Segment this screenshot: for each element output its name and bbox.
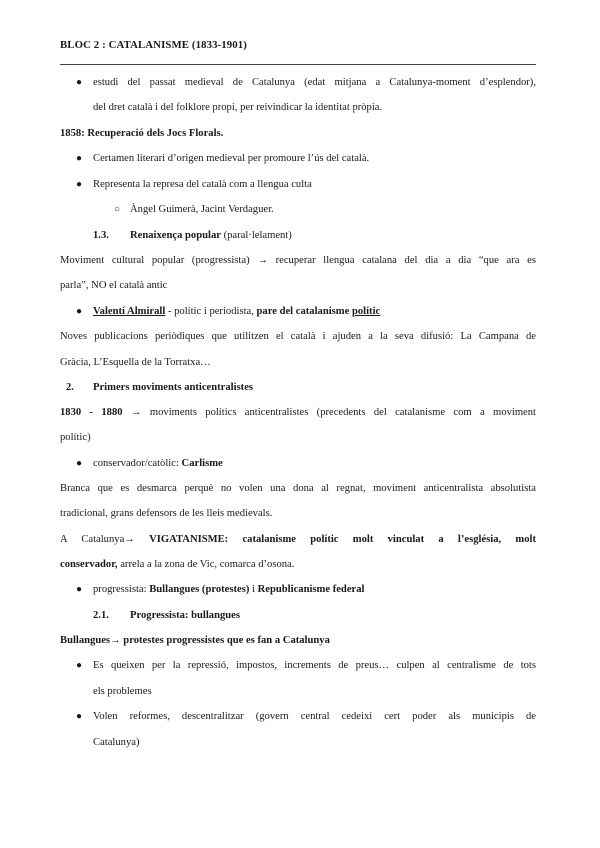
- bullangues-heading-definition: protestes progressistes que es fan a Catalunya: [123, 635, 330, 646]
- bullet-6-label: progressista:: [93, 584, 147, 595]
- bullangues-heading-term: Bullangues: [60, 635, 111, 646]
- section-2-number: 2.: [66, 382, 74, 393]
- bullet-7-line-2: els problemes: [93, 686, 152, 697]
- republicanisme-term: Republicanisme federal: [257, 584, 365, 595]
- paragraph-2-line-2: Gràcia, L’Esquella de la Torratxa…: [60, 357, 211, 368]
- paragraph-1-text-a: Moviment cultural popular (progressista): [60, 255, 250, 266]
- bullet-icon: ●: [76, 660, 83, 671]
- arrow-icon: →: [110, 635, 121, 646]
- sub-bullet-text: Àngel Guimerà, Jacint Verdaguer.: [130, 204, 274, 215]
- bullangues-heading: [60, 634, 330, 648]
- carlisme-term: Carlisme: [181, 458, 223, 469]
- sub-bullet-icon: ○: [114, 204, 121, 215]
- section-2-1-title: Progressista: bullangues: [130, 610, 240, 621]
- paragraph-3-line-2: polític): [60, 432, 91, 443]
- arrow-icon: →: [124, 534, 135, 545]
- bullet-icon: ●: [76, 179, 83, 190]
- almirall-role: - polític i periodista,: [167, 306, 254, 317]
- conjunction: i: [252, 584, 255, 595]
- arrow-icon: →: [257, 255, 268, 266]
- almirall-title: pare del catalanisme: [256, 306, 350, 317]
- paragraph-1-line-2: parla”, NO el català antic: [60, 280, 168, 291]
- almirall-name: Valentí Almirall: [93, 306, 166, 317]
- almirall-title-underlined: polític: [351, 306, 381, 317]
- bullet-icon: ●: [76, 153, 83, 164]
- arrow-icon: →: [130, 407, 142, 418]
- header-divider: [60, 64, 536, 65]
- vigatanisme-definition: VIGATANISME: catalanisme polític molt vinculat a l’església, molt: [149, 534, 537, 545]
- paragraph-1-text-b: recuperar llengua catalana del dia a dia “que ara es: [275, 255, 536, 266]
- bullet-4-text: [93, 305, 380, 319]
- paragraph-4-line-2: tradicional, grans defensors de les lleis medievals.: [60, 508, 273, 519]
- bullet-1-line-1: estudi del passat medieval de Catalunya (edat mitjana a Catalunya-moment d’esplendor),: [93, 77, 536, 88]
- bullet-icon: ●: [76, 458, 83, 469]
- section-2-1-number: 2.1.: [93, 610, 109, 621]
- bullet-7-line-1: Es queixen per la repressió, impostos, increments de preus… culpen al centralisme de tots: [93, 660, 536, 671]
- section-1-3-title: Renaixença popular: [130, 230, 221, 241]
- section-1-3-number: 1.3.: [93, 230, 109, 241]
- bullet-5-text: [93, 457, 223, 471]
- bullet-icon: ●: [76, 584, 83, 595]
- paragraph-2-line-1: Noves publicacions periòdiques que utilitzen el català i ajuden a la seva difusió: La Campana de: [60, 331, 536, 342]
- paragraph-5-line-1: [60, 533, 536, 547]
- heading-1858: 1858: Recuperació dels Jocs Florals.: [60, 128, 224, 139]
- vigatanisme-conservador: conservador,: [60, 559, 118, 570]
- protestes-term: (protestes): [201, 584, 250, 595]
- section-1-3-paren: (paral·lelament): [223, 230, 292, 241]
- paragraph-3-line-1: [60, 406, 536, 420]
- paragraph-5-line-2: [60, 558, 294, 572]
- section-2-title: Primers moviments anticentralistes: [93, 382, 254, 393]
- bullet-8-line-1: Volen reformes, descentralitzar (govern central cedeixi cert poder als municipis de: [93, 711, 536, 722]
- bullet-icon: ●: [76, 77, 83, 88]
- paragraph-4-line-1: Branca que es desmarca perquè no volen una dona al regnat, moviment anticentralista absolutista: [60, 483, 536, 494]
- bullet-icon: ●: [76, 711, 83, 722]
- page-header-title: BLOC 2 : CATALANISME (1833-1901): [60, 39, 247, 51]
- bullet-icon: ●: [76, 306, 83, 317]
- date-range: 1830 - 1880: [60, 407, 123, 418]
- bullet-2-text: Certamen literari d’origen medieval per promoure l’ús del català.: [93, 153, 370, 164]
- paragraph-5-rest: arrela a la zona de Vic, comarca d’osona.: [120, 559, 295, 570]
- bullet-5-label: conservador/catòlic:: [93, 458, 179, 469]
- bullet-6-text: [93, 583, 364, 597]
- bullangues-term: Bullangues: [149, 584, 200, 595]
- bullet-1-line-2: del dret català i del folklore propi, per reivindicar la identitat pròpia.: [93, 102, 383, 113]
- section-1-3-heading: [130, 229, 292, 243]
- paragraph-5-lead: A Catalunya: [60, 534, 125, 545]
- bullet-8-line-2: Catalunya): [93, 737, 140, 748]
- bullet-3-text: Representa la represa del català com a llengua culta: [93, 179, 312, 190]
- paragraph-1-line-1: [60, 254, 536, 268]
- paragraph-3-text: moviments polítics anticentralistes (precedents del catalanisme com a moviment: [149, 407, 536, 418]
